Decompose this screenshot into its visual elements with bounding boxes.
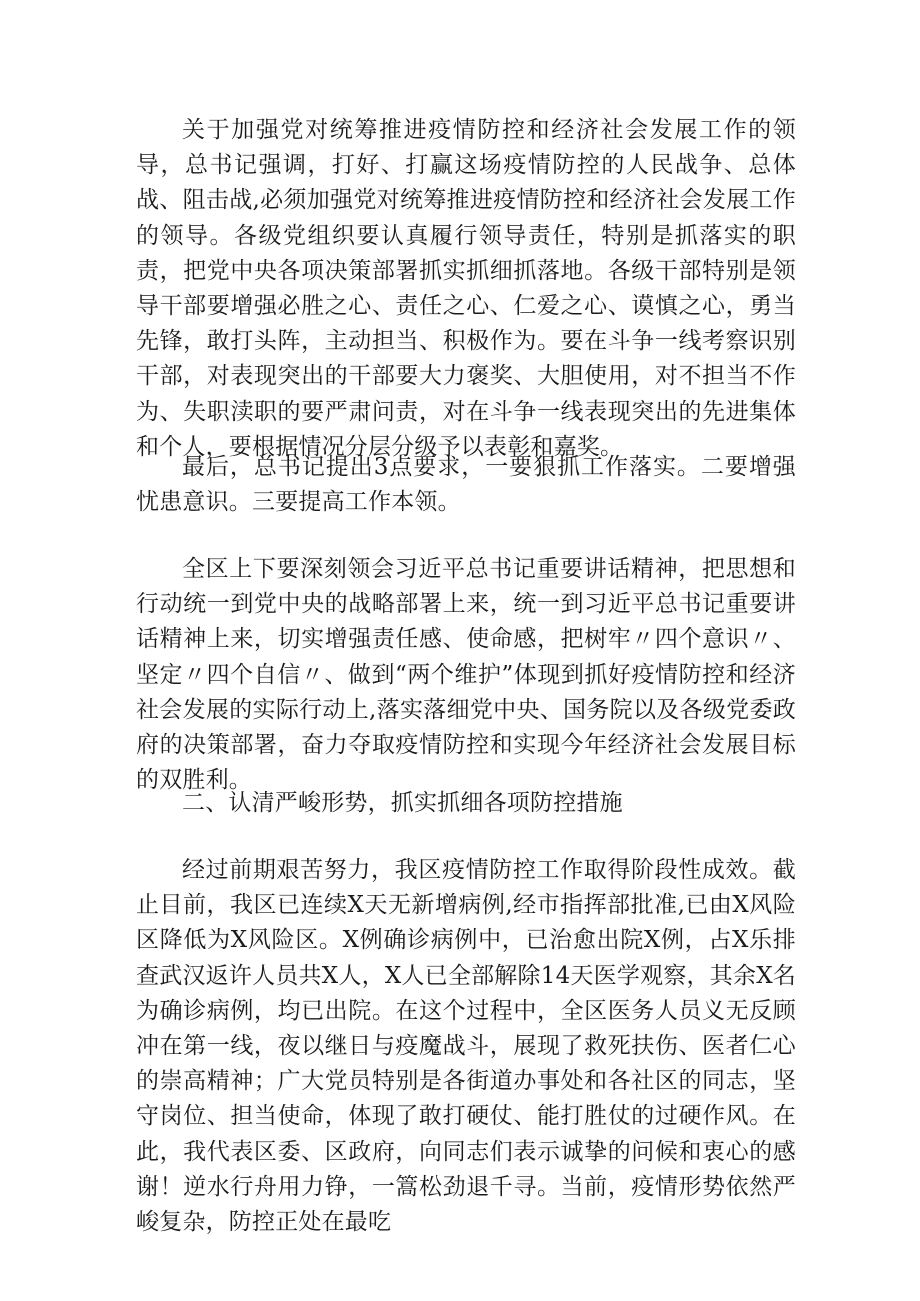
paragraph-three-requirements: 最后，总书记提出3点要求，一要狠抓工作落实。二要增强忧患意识。三要提高工作本领。 <box>136 454 796 516</box>
paragraph-study-spirit: 全区上下要深刻领会习近平总书记重要讲话精神，把思想和行动统一到党中央的战略部署上来，统一到习近平总书记重要讲话精神上来，切实增强责任感、使命感，把树牢〃四个意识〃、坚定〃四个自信〃、做到“两个维护”体现到抓好疫情防控和经济社会发展的实际行动上,落实落细党中央、国务院以及各级党委政府的决策部署，奋力夺取疫情防控和实现今年经济社会发展目标的双胜利。 <box>136 556 796 794</box>
section-heading: 二、认清严峻形势，抓实抓细各项防控措施 <box>182 790 623 816</box>
paragraph-epidemic-situation: 经过前期艰苦努力，我区疫情防控工作取得阶段性成效。截止目前，我区已连续X天无新增病例,经市指挥部批准,已由X风险区降低为X风险区。X例确诊病例中，已治愈出院X例，占X乐排查武汉返许人员共X人，X人已全部解除14天医学观察，其余X名为确诊病例，均已出院。在这个过程中，全区医务人员义无反顾冲在第一线，夜以继日与疫魔战斗，展现了救死扶伤、医者仁心的崇高精神；广大党员特别是各街道办事处和各社区的同志，坚守岗位、担当使命，体现了敢打硬仗、能打胜仗的过硬作风。在此，我代表区委、区政府，向同志们表示诚挚的问候和衷心的感谢！逆水行舟用力铮，一篙松劲退千寻。当前，疫情形势依然严峻复杂，防控正处在最吃 <box>136 857 796 1236</box>
paragraph-party-leadership: 关于加强党对统筹推进疫情防控和经济社会发展工作的领导，总书记强调，打好、打赢这场疫情防控的人民战争、总体战、阻击战,必须加强党对统筹推进疫情防控和经济社会发展工作的领导。各级党组织要认真履行领导责任，特别是抓落实的职责，把党中央各项决策部署抓实抓细抓落地。各级干部特别是领导干部要增强必胜之心、责任之心、仁爱之心、谟慎之心，勇当先锋，敢打头阵，主动担当、积极作为。要在斗争一线考察识别干部，对表现突出的干部要大力褒奖、大胆使用，对不担当不作为、失职渎职的要严肃问责，对在斗争一线表现突出的先进集体和个人，要根据情况分层分级予以表彰和嘉奖。 <box>136 117 796 460</box>
